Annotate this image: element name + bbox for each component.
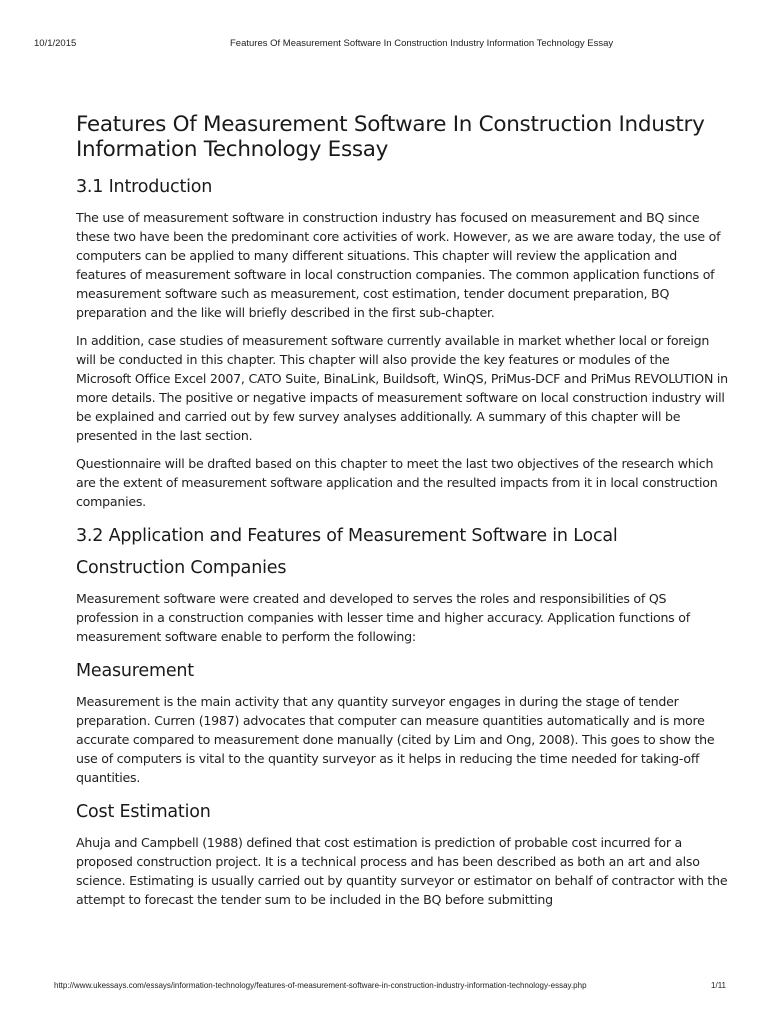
article-title: Features Of Measurement Software In Construction Industry Information Technology Essay (76, 112, 705, 162)
article (76, 112, 728, 918)
page-number: 1/11 (711, 981, 726, 990)
paragraph: Measurement software were created and developed to serves the roles and responsibilities of QS profession in a construction companies with lesser time and higher accuracy. Application functions of measurement software enable to perform the following: (76, 591, 690, 644)
paragraph: In addition, case studies of measurement software currently available in market whether local or foreign will be conducted in this chapter. This chapter will also provide the key features or modules of the Microsoft Office Excel 2007, CATO Suite, BinaLink, Buildsoft, WinQS, PriMus-DCF and PriMus REVOLUTION in more details. The positive or negative impacts of measurement software on local construction industry will be explained and carried out by few survey analyses additionally. A summary of this chapter will be presented in the last section. (76, 333, 728, 443)
heading-application-features: 3.2 Application and Features of Measurement Software in Local (76, 526, 618, 546)
paragraph: Questionnaire will be drafted based on this chapter to meet the last two objectives of the research which are the extent of measurement software application and the resulted impacts from it in local construction companies. (76, 456, 718, 509)
heading-cost-estimation: Cost Estimation (76, 802, 211, 822)
paragraph: The use of measurement software in construction industry has focused on measurement and BQ since these two have been the predominant core activities of work. However, as we are aware today, the use of computers can be applied to many different situations. This chapter will review the application and features of measurement software in local construction companies. The common application functions of measurement software such as measurement, cost estimation, tender document preparation, BQ preparation and the like will briefly described in the first sub-chapter. (76, 210, 721, 320)
print-date: 10/1/2015 (34, 38, 77, 49)
print-title: Features Of Measurement Software In Construction Industry Information Technology Essay (230, 38, 614, 49)
paragraph: Measurement is the main activity that any quantity surveyor engages in during the stage of tender preparation. Curren (1987) advocates that computer can measure quantities automatically and is more accurate compared to measurement done manually (cited by Lim and Ong, 2008). This goes to show the use of computers is vital to the quantity surveyor as it helps in reducing the time needed for taking-off quantities. (76, 694, 715, 785)
heading-measurement: Measurement (76, 661, 194, 681)
paragraph: Ahuja and Campbell (1988) defined that cost estimation is prediction of probable cost incurred for a proposed construction project. It is a technical process and has been described as both an art and also science. Estimating is usually carried out by quantity surveyor or estimator on behalf of contractor with the attempt to forecast the tender sum to be included in the BQ before submitting (76, 835, 728, 907)
heading-construction-companies: Construction Companies (76, 558, 287, 578)
print-url: http://www.ukessays.com/essays/information-technology/features-of-measurement-software-in-construction-industry-information-technology-essay.php (54, 981, 587, 990)
heading-introduction: 3.1 Introduction (76, 177, 213, 197)
